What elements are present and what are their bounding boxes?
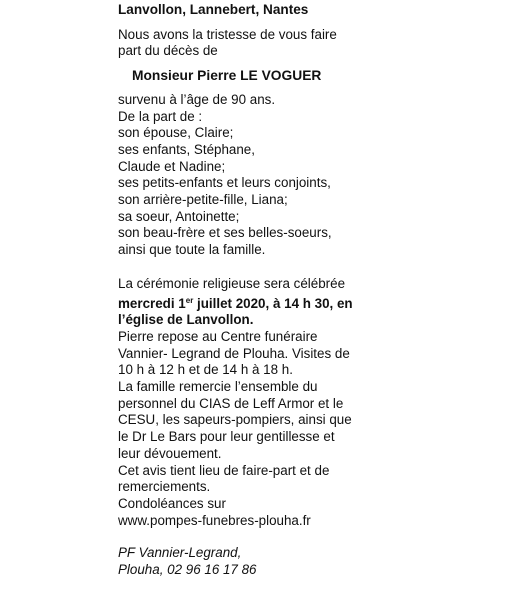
ceremony-date-prefix: mercredi 1 (118, 295, 186, 311)
paragraph-spacer (118, 529, 380, 545)
detail-line: CESU, les sapeurs-pompiers, ainsi que (118, 412, 352, 428)
deceased-name: Monsieur Pierre LE VOGUER (132, 68, 322, 84)
signature-line: Plouha, 02 96 16 17 86 (118, 562, 257, 578)
signature-line: PF Vannier-Legrand, (118, 545, 242, 561)
ceremony-date (118, 293, 380, 313)
detail-line: Cet avis tient lieu de faire-part et de (118, 462, 330, 478)
detail-line: Pierre repose au Centre funéraire (118, 328, 318, 344)
ceremony-place: l’église de Lanvollon. (118, 312, 254, 328)
intro-line: part du décès de (118, 43, 218, 59)
detail-line: Vannier- Legrand de Plouha. Visites de (118, 345, 350, 361)
ceremony-date-suffix: juillet 2020, à 14 h 30, en (193, 295, 353, 311)
intro-line: Nous avons la tristesse de vous faire (118, 26, 337, 42)
family-line: son arrière-petite-fille, Liana; (118, 192, 288, 208)
obituary-notice (118, 2, 380, 579)
family-line: son épouse, Claire; (118, 125, 234, 141)
family-line: son beau-frère et ses belles-soeurs, (118, 225, 332, 241)
detail-line: remerciements. (118, 479, 211, 495)
family-line: ses petits-enfants et leurs conjoints, (118, 175, 331, 191)
detail-line: Condoléances sur (118, 495, 226, 511)
ceremony-intro: La cérémonie religieuse sera célébrée (118, 275, 346, 291)
paragraph-spacer (118, 259, 380, 276)
detail-line: 10 h à 12 h et de 14 h à 18 h. (118, 362, 293, 378)
family-line: De la part de : (118, 108, 203, 124)
family-line: Claude et Nadine; (118, 158, 226, 174)
detail-line: personnel du CIAS de Leff Armor et le (118, 395, 344, 411)
family-line: ses enfants, Stéphane, (118, 141, 255, 157)
detail-line: leur dévouement. (118, 445, 222, 461)
ceremony-date-sup: er (185, 295, 194, 305)
family-line: survenu à l’âge de 90 ans. (118, 91, 276, 107)
notice-header: Lanvollon, Lannebert, Nantes (118, 2, 309, 17)
family-line: ainsi que toute la famille. (118, 242, 266, 258)
detail-line: La famille remercie l’ensemble du (118, 379, 318, 395)
detail-line: le Dr Le Bars pour leur gentillesse et (118, 429, 335, 445)
website-line: www.pompes-funebres-plouha.fr (118, 512, 311, 528)
family-line: sa soeur, Antoinette; (118, 208, 240, 224)
